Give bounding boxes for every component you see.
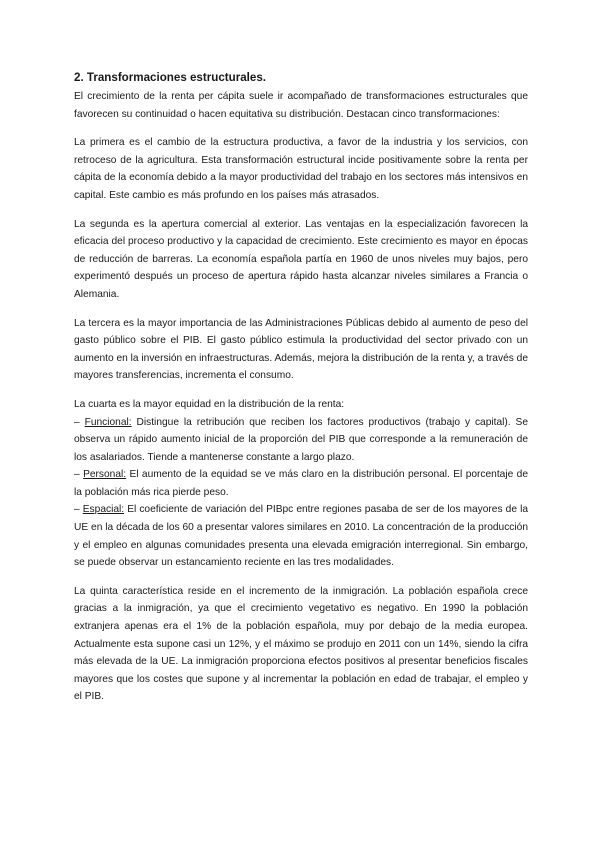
paragraph-primera: La primera es el cambio de la estructura productiva, a favor de la industria y los servicios, con retroceso de la agricultura. Esta transformación estructural incide positivamente sobre la renta per cápita de la economía debido a la mayor productividad del trabajo en los sectores más intensivos en capital. Este cambio es más profundo en los países más atrasados. xyxy=(74,137,528,201)
paragraph-intro: El crecimiento de la renta per cápita suele ir acompañado de transformaciones estructurales que favorecen su continuidad o hacen equitativa su distribución. Destacan cinco transformaciones: xyxy=(74,91,528,120)
paragraph-tercera: La tercera es la mayor importancia de las Administraciones Públicas debido al aumento de peso del gasto público sobre el PIB. El gasto público estimula la productividad del sector privado con un aumento en la inversión en infraestructuras. Además, mejora la distribución de la renta y, a través de mayores transferencias, incrementa el consumo. xyxy=(74,317,528,382)
funcional-label: Funcional: xyxy=(84,416,132,428)
section-title: 2. Transformaciones estructurales. xyxy=(74,71,267,84)
funcional-text: Distingue la retribución que reciben los factores productivos (trabajo y capital). Se observa un rápido aumento inicial de la proporción del PIB que corresponde a la remuneración de los asalariados. Tiende a mantenerse constante a largo plazo. xyxy=(74,416,528,463)
personal-label: Personal: xyxy=(83,469,127,481)
bullet-dash: – xyxy=(74,469,80,481)
document-body xyxy=(74,70,528,706)
list-item-personal xyxy=(74,466,528,501)
paragraph-quinta: La quinta característica reside en el incremento de la inmigración. La población española crece gracias a la inmigración, ya que el crecimiento vegetativo es negativo. En 1990 la población extranjera apenas era el 1% de la población española, muy por debajo de la media europea. Actualmente esta supone casi un 12%, y el máximo se produjo en 2011 con un 14%, siendo la cifra más elevada de la UE. La inmigración proporciona efectos positivos al presentar beneficios fiscales mayores que los costes que supone y al incrementar la población en edad de trabajar, el empleo y el PIB. xyxy=(74,585,528,703)
paragraph-segunda: La segunda es la apertura comercial al exterior. Las ventajas en la especialización favorecen la eficacia del proceso productivo y la capacidad de crecimiento. Este crecimiento es mayor en épocas de reducción de barreras. La economía española partía en 1960 de unos niveles muy bajos, pero experimentó después un proceso de apertura rápido hasta alcanzar niveles similares a Francia o Alemania. xyxy=(74,218,528,300)
bullet-dash: – xyxy=(74,504,80,516)
paragraph-cuarta-intro: La cuarta es la mayor equidad en la distribución de la renta: xyxy=(74,398,345,410)
list-item-espacial xyxy=(74,501,528,571)
personal-text: El aumento de la equidad se ve más claro en la distribución personal. El porcentaje de la población más rica pierde peso. xyxy=(74,469,528,498)
espacial-label: Espacial: xyxy=(82,504,125,516)
bullet-dash: – xyxy=(74,416,80,428)
espacial-text: El coeficiente de variación del PIBpc entre regiones pasaba de ser de los mayores de la UE en la década de los 60 a presentar valores similares en 2010. La concentración de la producción y el empleo en algunas comunidades presenta una elevada emigración interregional. Sin embargo, se puede observar un estancamiento reciente en las tres modalidades. xyxy=(74,504,528,569)
list-item-funcional xyxy=(74,414,528,467)
